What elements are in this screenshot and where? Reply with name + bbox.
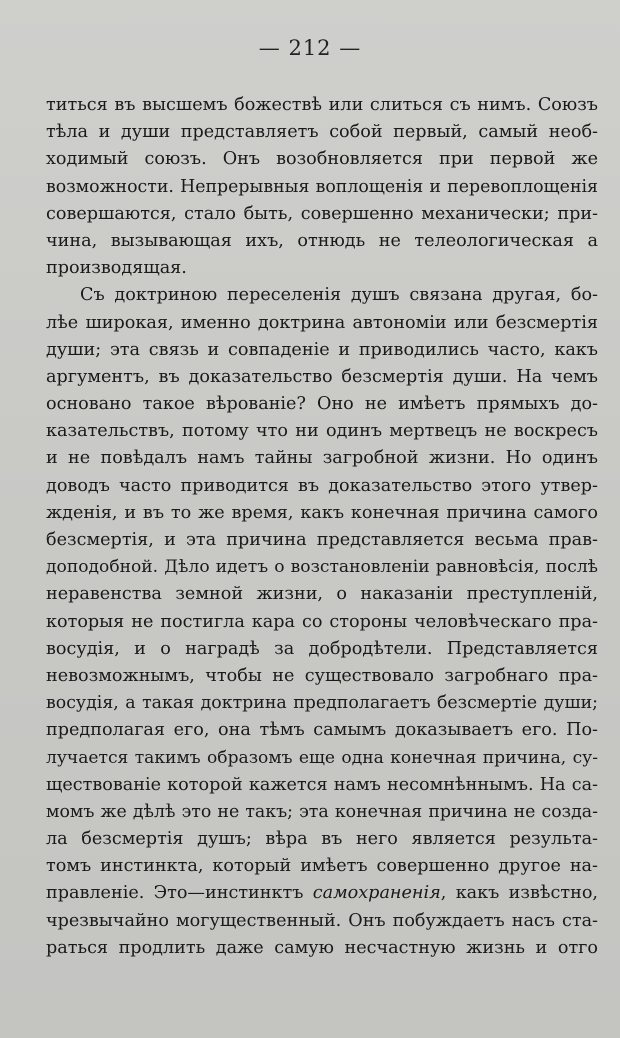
text-line: ходимый союзъ. Онъ возобновляется при первой же bbox=[46, 149, 598, 170]
text-line: безсмертія, и эта причина представляется весьма прав- bbox=[46, 530, 598, 550]
text-line: восудія, а такая доктрина предполагаетъ безсмертіе души; bbox=[46, 693, 598, 714]
line-segment: правленіе. Это—инстинктъ bbox=[46, 883, 313, 904]
text-line: чрезвычайно могущественный. Онъ побуждаетъ насъ ста- bbox=[46, 910, 598, 931]
page-number: — 212 — bbox=[258, 36, 362, 60]
text-line: тѣла и души представляетъ собой первый, самый необ- bbox=[46, 122, 598, 143]
text-line: лучается такимъ образомъ еще одна конечная причина, су- bbox=[46, 747, 598, 768]
text-line: ла безсмертія душъ; вѣра въ него является результа- bbox=[46, 829, 598, 850]
text-line: доподобной. Дѣло идетъ о возстановленіи равновѣсія, послѣ bbox=[46, 557, 598, 578]
text-line: доводъ часто приводится въ доказательство этого утвер- bbox=[46, 475, 598, 496]
text-line: томъ инстинкта, который имѣетъ совершенно другое на- bbox=[46, 856, 598, 877]
text-line: жденія, и въ то же время, какъ конечная причина самого bbox=[46, 502, 598, 523]
text-line: души; эта связь и совпаденіе и приводились часто, какъ bbox=[46, 339, 598, 360]
text-line: основано такое вѣрованіе? Оно не имѣетъ прямыхъ до- bbox=[46, 394, 598, 415]
text-line: и не повѣдалъ намъ тайны загробной жизни. Но одинъ bbox=[46, 448, 598, 469]
text-line: предполагая его, она тѣмъ самымъ доказываетъ его. По- bbox=[46, 720, 598, 741]
text-line: невозможнымъ, чтобы не существовало загробнаго пра- bbox=[46, 665, 598, 686]
text-line: возможности. Непрерывныя воплощенія и перевоплощенія bbox=[46, 176, 598, 197]
text-line: аргументъ, въ доказательство безсмертія души. На чемъ bbox=[46, 366, 598, 387]
text-line-with-emphasis bbox=[46, 880, 598, 907]
text-line: казательствъ, потому что ни одинъ мертвецъ не воскресъ bbox=[46, 421, 598, 442]
text-line-paragraph-end: производящая. bbox=[46, 258, 187, 279]
text-line: восудія, и о наградѣ за добродѣтели. Представляется bbox=[46, 638, 598, 659]
text-line: раться продлить даже самую несчастную жизнь и отго bbox=[46, 937, 598, 958]
text-line: чина, вызывающая ихъ, отнюдь не телеологическая а bbox=[46, 230, 598, 251]
line-segment: , какъ извѣстно, bbox=[440, 883, 598, 904]
text-line: совершаются, стало быть, совершенно механически; при- bbox=[46, 203, 598, 224]
text-line: лѣе широкая, именно доктрина автономіи или безсмертія bbox=[46, 312, 598, 333]
text-line-paragraph-start: Съ доктриною переселенія душъ связана другая, бо- bbox=[80, 285, 598, 306]
text-line: момъ же дѣлѣ это не такъ; эта конечная причина не созда- bbox=[46, 801, 598, 822]
emphasized-term: самохраненія bbox=[312, 883, 441, 904]
text-line: которыя не постигла кара со стороны человѣческаго пра- bbox=[46, 611, 598, 632]
text-line: ществованіе которой кажется намъ несомнѣннымъ. На са- bbox=[46, 774, 598, 795]
text-line: неравенства земной жизни, о наказаніи преступленій, bbox=[46, 584, 598, 605]
text-line: титься въ высшемъ божествѣ или слиться съ нимъ. Союзъ bbox=[46, 95, 598, 115]
body-text bbox=[46, 92, 598, 962]
